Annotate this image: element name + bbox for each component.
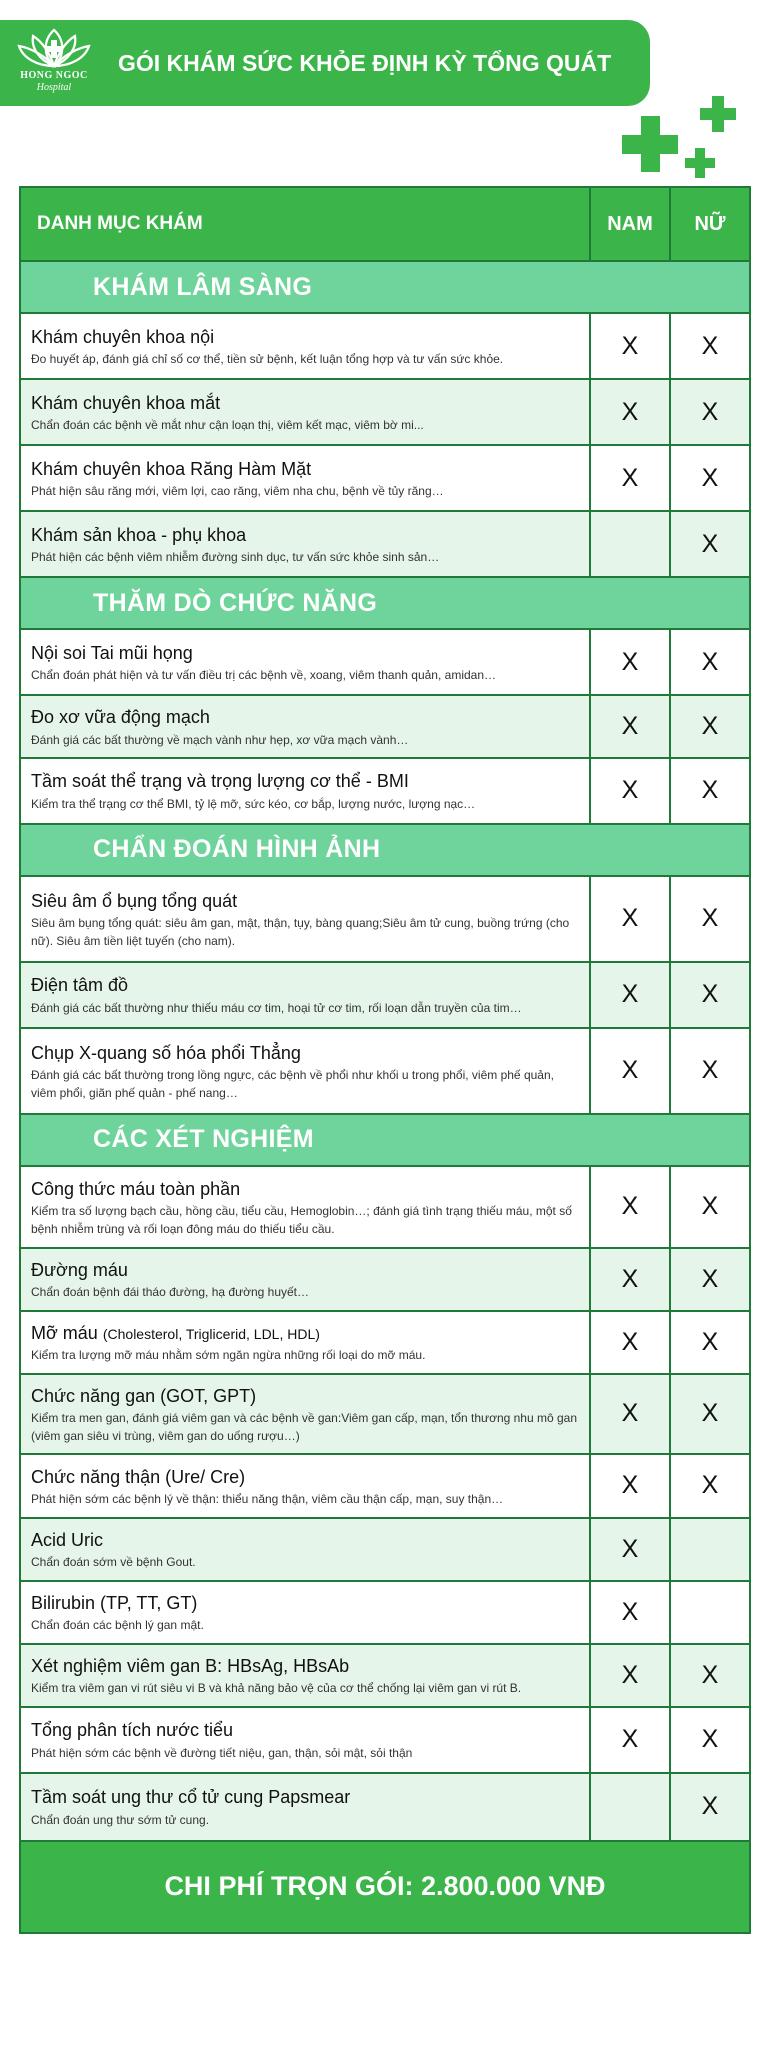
table-row — [21, 875, 749, 961]
service-description: Kiểm tra lượng mỡ máu nhằm sớm ngăn ngừa những rối loại do mỡ máu. — [31, 1348, 426, 1363]
male-mark: X — [589, 1645, 669, 1706]
service-title-text: Đo xơ vữa động mạch — [31, 707, 210, 727]
service-title-text: Khám chuyên khoa nội — [31, 326, 215, 347]
service-title-detail: (Cholesterol, Triglicerid, LDL, HDL) — [102, 1325, 320, 1342]
male-mark: X — [589, 1519, 669, 1580]
male-mark: X — [589, 446, 669, 510]
service-title-text: Khám chuyên khoa Răng Hàm Mặt — [31, 458, 312, 479]
service-cell — [21, 1519, 589, 1580]
table-row — [21, 757, 749, 823]
service-description: Phát hiện sớm các bệnh lý về thận: thiểu năng thận, viêm cầu thận cấp, mạn, suy thận… — [31, 1492, 504, 1506]
service-description: Chẩn đoán phát hiện và tư vấn điều trị các bệnh về, xoang, viêm thanh quản, amidan… — [31, 668, 496, 683]
service-title — [31, 974, 579, 997]
service-title — [31, 706, 579, 729]
table-row — [21, 1373, 749, 1453]
service-description: Kiểm tra viêm gan vi rút siêu vi B và khả năng bảo vệ của cơ thể chống lại viêm gan vi rút B. — [31, 1681, 522, 1696]
service-cell — [21, 1582, 589, 1643]
service-title — [31, 1042, 579, 1065]
female-mark: X — [669, 1249, 749, 1310]
service-title-text: Chụp X-quang số hóa phổi Thẳng — [31, 1042, 301, 1063]
logo-name: HONG NGOC — [20, 70, 88, 81]
female-mark: X — [669, 696, 749, 757]
service-cell — [21, 1167, 589, 1247]
table-row — [21, 1643, 749, 1706]
service-cell — [21, 630, 589, 694]
male-mark: X — [589, 1029, 669, 1113]
service-cell — [21, 877, 589, 961]
service-cell — [21, 512, 589, 576]
table-row — [21, 628, 749, 694]
male-mark: X — [589, 1167, 669, 1247]
section-header: CHẨN ĐOÁN HÌNH ẢNH — [21, 823, 749, 875]
male-mark: X — [589, 630, 669, 694]
female-mark: X — [669, 1455, 749, 1517]
service-title — [31, 770, 579, 793]
female-mark: X — [669, 877, 749, 961]
table-row — [21, 1310, 749, 1373]
service-title — [31, 1259, 579, 1282]
service-title-text: Siêu âm ổ bụng tổng quát — [31, 890, 238, 911]
service-cell — [21, 1774, 589, 1840]
col-header-category: DANH MỤC KHÁM — [37, 213, 203, 234]
service-description: Phát hiện sâu răng mới, viêm lợi, cao răng, viêm nha chu, bệnh về tủy răng… — [31, 484, 444, 499]
table-row — [21, 1027, 749, 1113]
female-mark: X — [669, 1375, 749, 1453]
service-title — [31, 524, 579, 547]
hospital-logo — [14, 26, 94, 100]
service-cell — [21, 759, 589, 823]
service-title-text: Bilirubin (TP, TT, GT) — [31, 1592, 198, 1613]
service-title-text: Nội soi Tai mũi họng — [31, 642, 193, 663]
male-mark: X — [589, 877, 669, 961]
plus-icon-top-right — [700, 96, 736, 132]
section-header: CÁC XÉT NGHIỆM — [21, 1113, 749, 1165]
service-title — [31, 1655, 579, 1678]
female-mark: X — [669, 446, 749, 510]
service-description: Kiểm tra số lượng bạch cầu, hồng cầu, tiểu cầu, Hemoglobin…; đánh giá tình trạng thiếu máu, một số bệnh nhiễm trùng và rối loạn đông máu do thiếu tiểu cầu. — [31, 1204, 572, 1236]
plus-icon-large — [622, 116, 678, 172]
service-title — [31, 458, 579, 481]
service-cell — [21, 963, 589, 1027]
service-title — [31, 1529, 579, 1552]
table-row — [21, 1247, 749, 1310]
table-row — [21, 1165, 749, 1247]
service-title-text: Chức năng gan (GOT, GPT) — [31, 1385, 257, 1406]
service-cell — [21, 1455, 589, 1517]
male-mark: X — [589, 1582, 669, 1643]
female-mark: X — [669, 759, 749, 823]
male-mark: X — [589, 963, 669, 1027]
male-mark: X — [589, 759, 669, 823]
service-description: Kiểm tra men gan, đánh giá viêm gan và các bệnh về gan:Viêm gan cấp, mạn, tổn thương nhu mô gan (viêm gan siêu vi trùng, viêm gan do uống rượu…) — [31, 1411, 578, 1443]
service-cell — [21, 446, 589, 510]
table-row — [21, 312, 749, 378]
service-description: Chẩn đoán bệnh đái tháo đường, hạ đường huyết… — [31, 1285, 310, 1300]
service-description: Chẩn đoán các bệnh lý gan mật. — [31, 1618, 204, 1633]
service-description: Siêu âm bụng tổng quát: siêu âm gan, mật, thận, tụy, bàng quang;Siêu âm tử cung, buồng trứng (cho nữ). Siêu âm tiền liệt tuyến (cho nam). — [31, 916, 570, 948]
service-cell — [21, 1708, 589, 1772]
service-title — [31, 1786, 579, 1809]
service-title-text: Xét nghiệm viêm gan B: HBsAg, HBsAb — [31, 1655, 350, 1676]
service-title — [31, 1719, 579, 1742]
service-description: Chẩn đoán các bệnh về mắt như cận loạn thị, viêm kết mạc, viêm bờ mi... — [31, 418, 424, 433]
table-row — [21, 1772, 749, 1840]
male-mark — [589, 1774, 669, 1840]
male-mark: X — [589, 1375, 669, 1453]
lotus-icon — [15, 26, 93, 70]
service-title-text: Đường máu — [31, 1259, 128, 1280]
male-mark: X — [589, 1455, 669, 1517]
service-title-text: Mỡ máu — [31, 1322, 98, 1343]
service-cell — [21, 696, 589, 757]
male-mark: X — [589, 696, 669, 757]
female-mark: X — [669, 630, 749, 694]
service-title — [31, 1178, 579, 1201]
service-title — [31, 1466, 579, 1489]
service-cell — [21, 314, 589, 378]
service-title — [31, 890, 579, 913]
female-mark: X — [669, 1167, 749, 1247]
page-title: GÓI KHÁM SỨC KHỎE ĐỊNH KỲ TỔNG QUÁT — [118, 50, 612, 76]
service-title-text: Khám sản khoa - phụ khoa — [31, 524, 247, 545]
service-cell — [21, 1029, 589, 1113]
male-mark: X — [589, 1312, 669, 1373]
male-mark: X — [589, 380, 669, 444]
male-mark — [589, 512, 669, 576]
service-description: Phát hiện các bệnh viêm nhiễm đường sinh dục, tư vấn sức khỏe sinh sản… — [31, 550, 440, 565]
female-mark: X — [669, 380, 749, 444]
male-mark: X — [589, 1708, 669, 1772]
female-mark: X — [669, 963, 749, 1027]
table-header — [21, 188, 749, 260]
table-row — [21, 1580, 749, 1643]
service-description: Đánh giá các bất thường trong lồng ngực, các bệnh về phổi như khối u trong phổi, viêm phế quản, viêm phổi, giãn phế quản - phế nang… — [31, 1068, 554, 1100]
service-cell — [21, 1312, 589, 1373]
table-row — [21, 1453, 749, 1517]
service-title-text: Acid Uric — [31, 1529, 104, 1550]
page-header — [0, 20, 650, 106]
male-mark: X — [589, 1249, 669, 1310]
female-mark: X — [669, 512, 749, 576]
service-cell — [21, 1375, 589, 1453]
service-title — [31, 1385, 579, 1408]
service-title — [31, 1322, 579, 1345]
section-header: THĂM DÒ CHỨC NĂNG — [21, 576, 749, 628]
service-description: Kiểm tra thể trạng cơ thể BMI, tỷ lệ mỡ, sức kéo, cơ bắp, lượng nước, lượng nạc… — [31, 796, 476, 811]
service-title-text: Chức năng thận (Ure/ Cre) — [31, 1466, 246, 1487]
table-row — [21, 378, 749, 444]
female-mark: X — [669, 1645, 749, 1706]
service-description: Đo huyết áp, đánh giá chỉ số cơ thể, tiền sử bệnh, kết luận tổng hợp và tư vấn sức khỏe. — [31, 352, 504, 367]
female-mark: X — [669, 314, 749, 378]
table-row — [21, 444, 749, 510]
female-mark — [669, 1519, 749, 1580]
service-title-text: Tầm soát ung thư cổ tử cung Papsmear — [31, 1787, 351, 1808]
table-body — [21, 260, 749, 1840]
service-title — [31, 326, 579, 349]
service-cell — [21, 1249, 589, 1310]
table-row — [21, 1517, 749, 1580]
section-header: KHÁM LÂM SÀNG — [21, 260, 749, 312]
service-description: Chẩn đoán ung thư sớm tử cung. — [31, 1812, 210, 1827]
plus-icon-small — [685, 148, 715, 178]
service-cell — [21, 380, 589, 444]
table-row — [21, 961, 749, 1027]
col-header-male: NAM — [589, 188, 669, 260]
logo-subtitle: Hospital — [36, 82, 72, 93]
table-row — [21, 1706, 749, 1772]
package-price: CHI PHÍ TRỌN GÓI: 2.800.000 VNĐ — [21, 1840, 749, 1932]
service-cell — [21, 1645, 589, 1706]
female-mark: X — [669, 1029, 749, 1113]
service-description: Đánh giá các bất thường như thiếu máu cơ tim, hoại tử cơ tim, rối loạn dẫn truyền của tim… — [31, 1000, 522, 1015]
service-title — [31, 1592, 579, 1615]
service-description: Phát hiện sớm các bệnh về đường tiết niệu, gan, thận, sỏi mật, sỏi thận — [31, 1745, 413, 1760]
service-title-text: Điện tâm đồ — [31, 975, 129, 996]
female-mark: X — [669, 1708, 749, 1772]
service-title — [31, 642, 579, 665]
table-row — [21, 694, 749, 757]
service-title — [31, 392, 579, 415]
service-title-text: Tổng phân tích nước tiểu — [31, 1720, 233, 1741]
service-title-text: Tầm soát thể trạng và trọng lượng cơ thể - BMI — [31, 771, 409, 792]
service-description: Đánh giá các bất thường về mạch vành như hẹp, xơ vữa mạch vành… — [31, 732, 409, 747]
male-mark: X — [589, 314, 669, 378]
female-mark — [669, 1582, 749, 1643]
services-table — [19, 186, 751, 1934]
service-title-text: Khám chuyên khoa mắt — [31, 392, 221, 413]
service-title-text: Công thức máu toàn phần — [31, 1178, 241, 1199]
female-mark: X — [669, 1312, 749, 1373]
table-row — [21, 510, 749, 576]
service-description: Chẩn đoán sớm về bệnh Gout. — [31, 1555, 196, 1570]
female-mark: X — [669, 1774, 749, 1840]
col-header-female: NỮ — [669, 188, 749, 260]
